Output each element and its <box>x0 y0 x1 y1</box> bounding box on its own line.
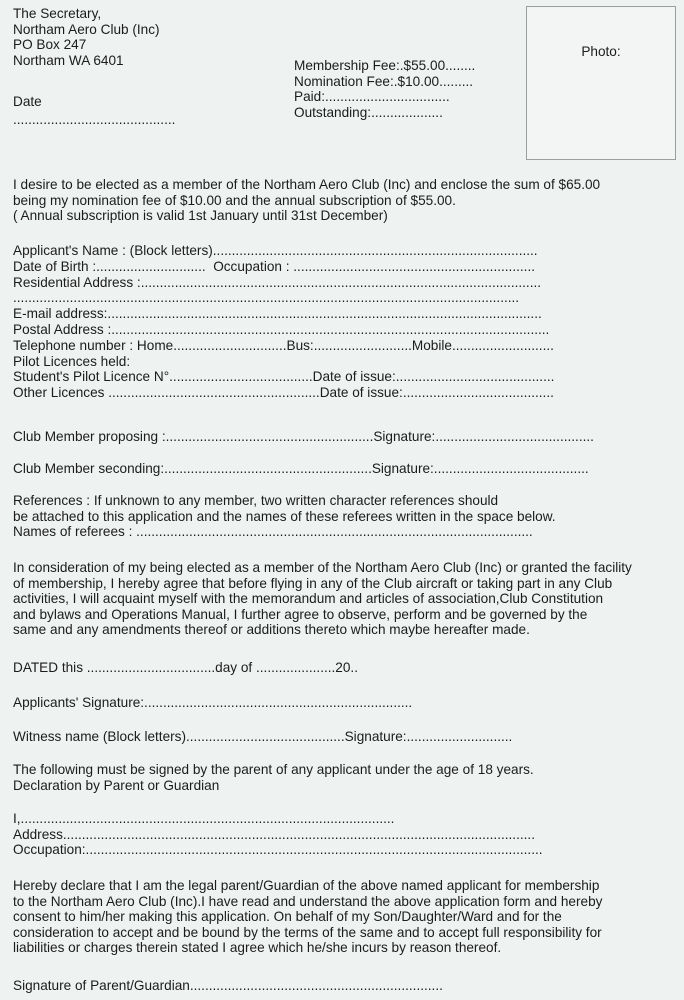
declaration-line: to the Northam Aero Club (Inc).I have read and understand the above application form and hereby <box>13 893 603 909</box>
dob-occupation-field[interactable]: Date of Birth :............................. Occupation : ................................................................ <box>13 258 535 274</box>
parent-signature-field[interactable]: Signature of Parent/Guardian................................................................... <box>13 978 443 993</box>
other-licences-field[interactable]: Other Licences ........................................................Date of issue:........................................ <box>13 385 554 401</box>
date-field[interactable]: ........................................... <box>13 112 176 127</box>
date-label: Date <box>13 94 42 109</box>
address-line: Northam Aero Club (Inc) <box>13 21 160 37</box>
intro-line: being my nomination fee of $10.00 and the annual subscription of $55.00. <box>13 192 456 208</box>
outstanding-field[interactable]: Outstanding:................... <box>294 104 443 120</box>
telephone-field[interactable]: Telephone number : Home..............................Bus:..........................Mobile........................... <box>13 337 554 353</box>
photo-box <box>526 6 676 160</box>
proposing-field[interactable]: Club Member proposing :.......................................................Signature:.......................................... <box>13 429 594 444</box>
address-line: PO Box 247 <box>13 37 87 52</box>
declaration-line: Hereby declare that I am the legal parent/Guardian of the above named applicant for membership <box>13 878 600 893</box>
witness-field[interactable]: Witness name (Block letters)..........................................Signature:............................ <box>13 729 513 744</box>
references-line: References : If unknown to any member, two written character references should <box>13 493 499 508</box>
declaration-line: consent to him/her making this application. On behalf of my Son/Daughter/Ward and for the <box>13 909 562 924</box>
parent-fields <box>13 811 677 858</box>
parent-intro <box>13 762 677 793</box>
parent-intro-line: The following must be signed by the parent of any applicant under the age of 18 years. <box>13 762 534 777</box>
consideration-line: and bylaws and Operations Manual, I further agree to observe, perform and be governed by the <box>13 606 588 622</box>
email-field[interactable]: E-mail address:................................................................................................................... <box>13 306 542 322</box>
parent-intro-line: Declaration by Parent or Guardian <box>13 777 220 793</box>
references-section <box>13 493 677 540</box>
consideration-line: of membership, I hereby agree that before flying in any of the Club aircraft or taking part in any Club <box>13 575 613 591</box>
intro-line: ( Annual subscription is valid 1st January until 31st December) <box>13 208 388 223</box>
intro-line: I desire to be elected as a member of the Northam Aero Club (Inc) and enclose the sum of $65.00 <box>13 177 601 192</box>
residential-address-field[interactable]: Residential Address :.......................................................................................................... <box>13 274 542 290</box>
applicant-details <box>13 243 677 401</box>
student-licence-field[interactable]: Student's Pilot Licence N°......................................Date of issue:.......................................... <box>13 369 555 385</box>
address-line: The Secretary, <box>13 6 102 21</box>
references-line: be attached to this application and the names of these referees written in the space below. <box>13 508 556 524</box>
applicant-signature-field[interactable]: Applicants' Signature:....................................................................... <box>13 695 413 710</box>
paid-field[interactable]: Paid:................................. <box>294 89 450 104</box>
dated-field[interactable]: DATED this ..................................day of .....................20.. <box>13 660 358 675</box>
parent-declaration <box>13 878 677 956</box>
photo-label: Photo: <box>581 44 621 59</box>
membership-fee: Membership Fee:.$55.00........ <box>294 58 476 73</box>
applicant-name-field[interactable]: Applicant's Name : (Block letters)...................................................................................... <box>13 243 538 258</box>
referees-field[interactable]: Names of referees : ......................................................................................................... <box>13 524 533 539</box>
declaration-line: consideration to accept and be bound by the terms of the same and to accept full responsibility for <box>13 924 602 940</box>
postal-address-field[interactable]: Postal Address :.................................................................................................................... <box>13 321 550 337</box>
pilot-licences-label: Pilot Licences held: <box>13 353 131 369</box>
consideration-line: In consideration of my being elected as a member of the Northam Aero Club (Inc) or granted the facility <box>13 560 632 575</box>
fees-block <box>294 58 524 120</box>
parent-address-field[interactable]: Address............................................................................................................................. <box>13 826 535 842</box>
nomination-fee: Nomination Fee:.$10.00......... <box>294 73 474 89</box>
consideration-line: activities, I will acquaint myself with the memorandum and articles of association,Club Constitution <box>13 591 604 606</box>
parent-occupation-field[interactable]: Occupation:......................................................................................................................... <box>13 842 543 857</box>
address-line: Northam WA 6401 <box>13 52 124 68</box>
intro-paragraph <box>13 177 677 224</box>
seconding-field[interactable]: Club Member seconding:.......................................................Signature:......................................... <box>13 461 589 476</box>
consideration-paragraph <box>13 560 677 638</box>
parent-name-field[interactable]: I,................................................................................................... <box>13 811 395 826</box>
consideration-line: same and any amendments thereof or additions thereto which maybe hereafter made. <box>13 622 530 637</box>
residential-address-line2[interactable]: ...................................................................................................................................... <box>13 290 520 306</box>
declaration-line: liabilities or charges therein stated I agree which he/she incurs by reason thereof. <box>13 940 502 955</box>
